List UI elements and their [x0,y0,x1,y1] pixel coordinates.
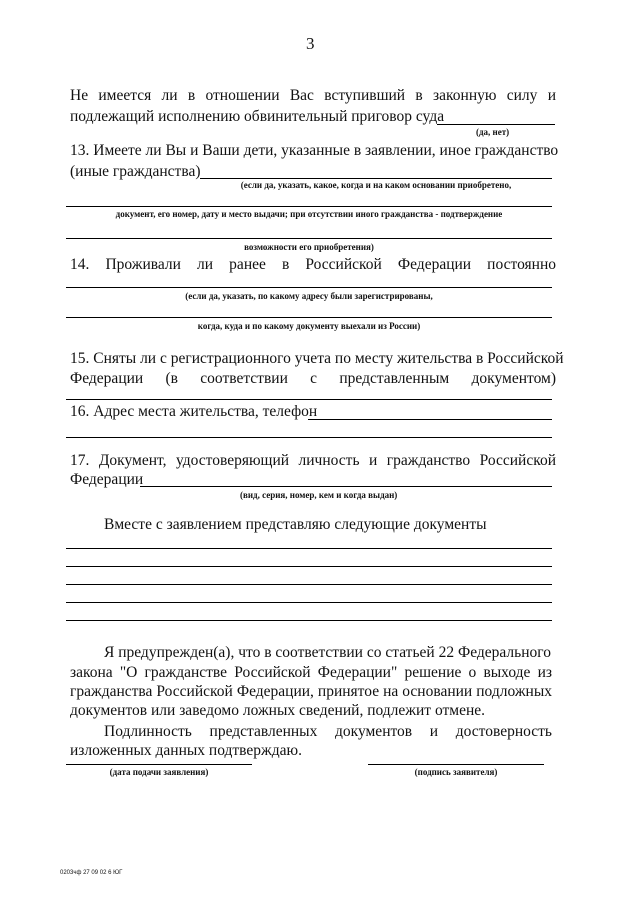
q17-line2: Федерации [70,471,144,488]
date-field[interactable] [66,764,252,765]
date-label: (дата подачи заявления) [109,767,209,777]
q17-answer-field[interactable] [140,486,552,487]
warning-line1: Я предупрежден(а), что в соответствии со статьей 22 Федерального [104,644,551,661]
q14-hint2: когда, куда и по какому документу выехали из России) [197,321,421,331]
warning-line2: закона "О гражданстве Российской Федерации" решение о выходе из [70,664,552,681]
q14-answer-field-2[interactable] [66,317,552,318]
warning-line3: гражданства Российской Федерации, принятое на основании подложных [70,683,552,700]
conviction-hint: (да, нет) [476,127,510,137]
q15-line1: 15. Сняты ли с регистрационного учета по месту жительства в Российской [70,350,564,367]
q15-line2: Федерации (в соответствии с представленным документом) [70,370,556,387]
q16-answer-field-2[interactable] [66,437,552,438]
q17-hint: (вид, серия, номер, кем и когда выдан) [240,490,398,500]
conviction-question-line2: подлежащий исполнению обвинительный приговор суда [70,108,445,125]
warning-line4: документов или заведомо ложных сведений, подлежит отмене. [70,702,486,719]
documents-line-1[interactable] [66,548,552,549]
confirm-line1: Подлинность представленных документов и достоверность [104,723,552,740]
confirm-line2: изложенных данных подтверждаю. [70,742,302,759]
page-number: 3 [306,34,315,53]
documents-line-2[interactable] [66,566,552,567]
conviction-answer-field[interactable] [437,124,555,125]
q13-hint3: возможности его приобретения) [244,242,374,252]
signature-field[interactable] [368,764,544,765]
documents-line-3[interactable] [66,584,552,585]
q14-line1: 14. Проживали ли ранее в Российской Федерации постоянно [70,256,556,273]
q13-hint2: документ, его номер, дату и место выдачи; при отсутствии иного гражданства - подтверждение [115,209,503,219]
q15-answer-field[interactable] [66,399,552,400]
q16-answer-field-1[interactable] [308,419,552,420]
q13-answer-field-1[interactable] [200,178,552,179]
footer-code: 0203чф 27 09 02 6 ЮГ [60,870,123,876]
q17-line1: 17. Документ, удостоверяющий личность и гражданство Российской [70,452,556,469]
documents-heading: Вместе с заявлением представляю следующие документы [104,516,487,533]
documents-line-4[interactable] [66,602,552,603]
q14-answer-field-1[interactable] [66,287,552,288]
conviction-question-line1: Не имеется ли в отношении Вас вступивший в законную силу и [70,87,556,104]
q13-hint1: (если да, указать, какое, когда и на каком основании приобретено, [240,180,512,190]
q16-line1: 16. Адрес места жительства, телефон [70,403,318,420]
q13-answer-field-3[interactable] [66,238,552,239]
signature-label: (подпись заявителя) [414,767,498,777]
q13-line1: 13. Имеете ли Вы и Ваши дети, указанные в заявлении, иное гражданство [70,142,559,159]
q13-answer-field-2[interactable] [66,206,552,207]
q13-line2: (иные гражданства) [70,163,201,180]
q14-hint1: (если да, указать, по какому адресу были зарегистрированы, [185,291,433,301]
documents-line-5[interactable] [66,620,552,621]
